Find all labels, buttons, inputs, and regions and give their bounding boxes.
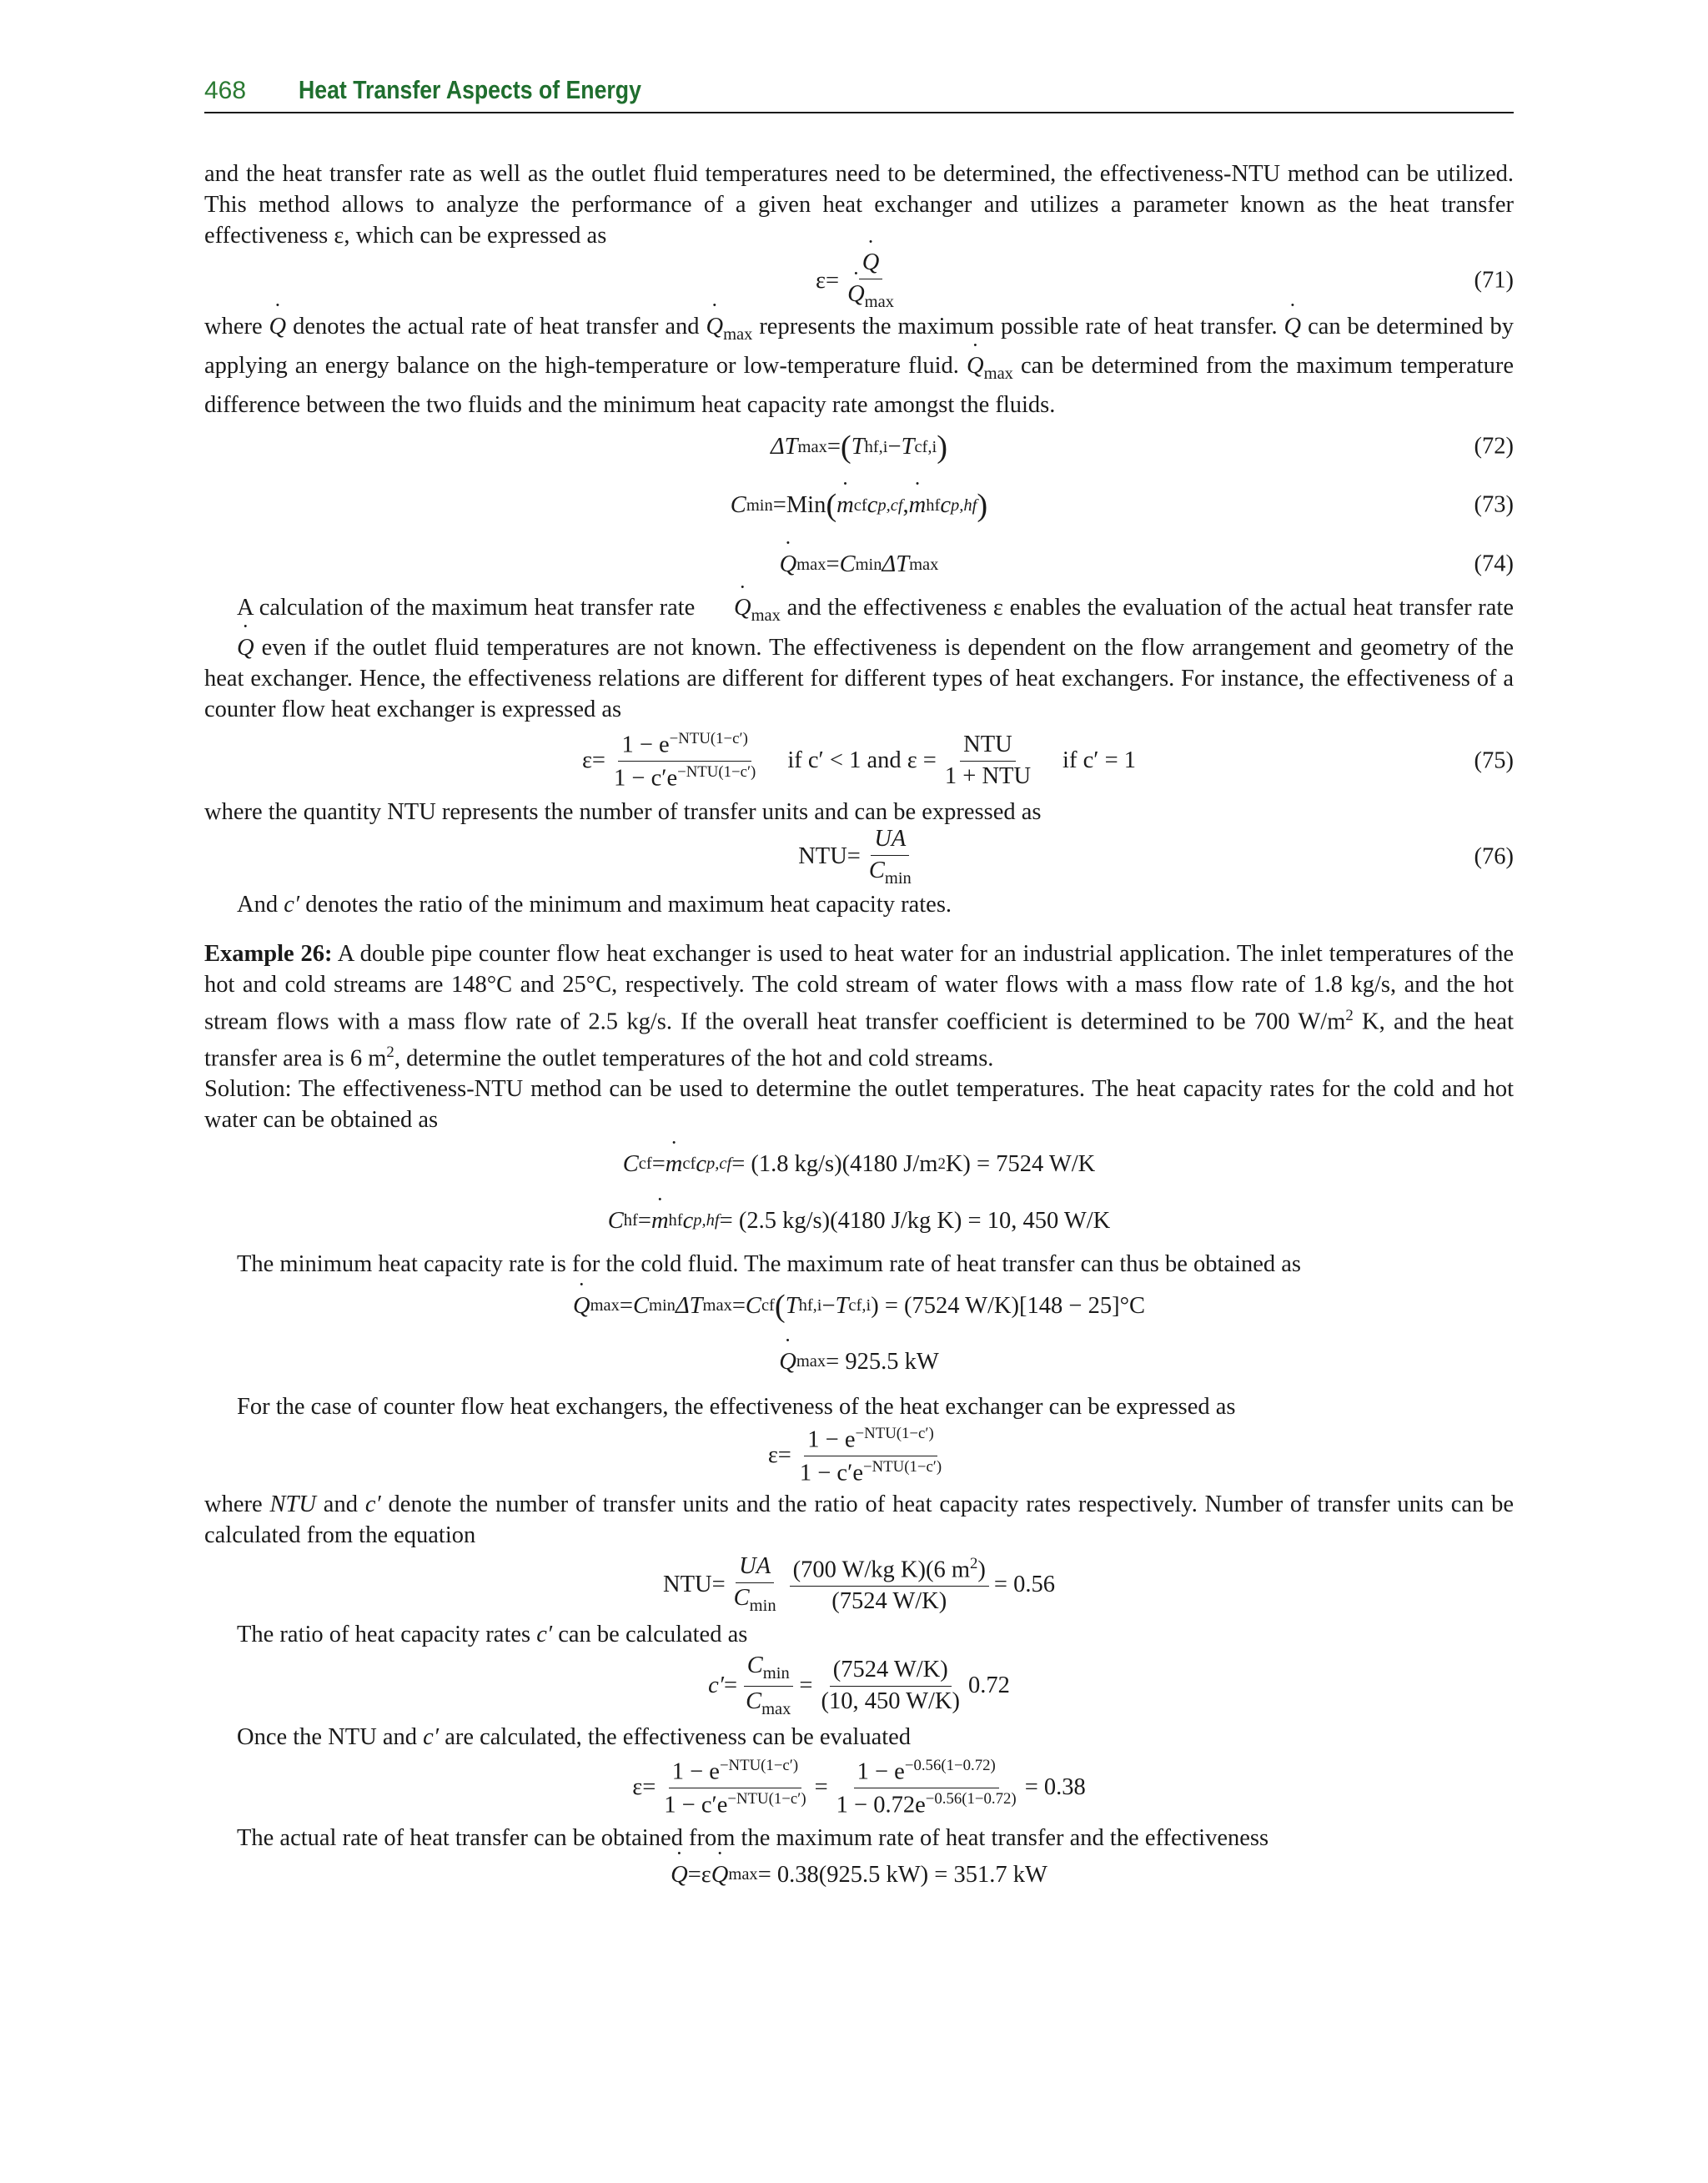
paragraph-ratio: The ratio of heat capacity rates c′ can be calculated as bbox=[237, 1622, 748, 1648]
running-title: Heat Transfer Aspects of Energy bbox=[299, 75, 641, 104]
equation-number: (75) bbox=[1474, 747, 1514, 774]
equation-number: (72) bbox=[1474, 433, 1514, 460]
paragraph-once-calculated: Once the NTU and c′ are calculated, the effectiveness can be evaluated bbox=[237, 1724, 912, 1751]
equation-effectiveness-calculation: ε = $\frac{1 - e^{-NTU(1-c')}}{1 - c'e^{-NTU(1-c')}}$ = $\frac{1 - e^{-0.56(1-0.72)}}{1 - 0.72e^{-0.56(1-0.72)}}$ = 0.38 bbox=[632, 1756, 1086, 1818]
equation-72: ΔT max = ( T hf,i − T cf,i ) (72) bbox=[770, 430, 1514, 465]
paragraph-example-26: Example 26: A double pipe counter flow heat exchanger is used to heat water for an industrial application. The inlet temperatures of the hot and cold streams are 148°C and 25°C, respectively. The cold stream of water flows with a mass flow rate of 1.8 kg/s, and the hot stream flows with a mass flow rate of 2.5 kg/s. If the overall heat transfer coefficient is determined to be 700 $W/m^2$ K, and the heat transfer area is 6 $m^2$, determine the outlet temperatures of the hot and cold streams. bbox=[204, 940, 1514, 1072]
equation-c-hf: C hf = ˙ m hf c p,hf = (2.5 kg/s)(4180 J/kg K) = 10, 450 W/K bbox=[204, 1194, 1514, 1249]
equation-76: NTU = $\frac{UA}{C_{min}}$ (76) bbox=[798, 825, 1514, 888]
equation-75: ε = $\frac{1 - e^{-NTU(1-c')}}{1 - c'e^{-NTU(1-c')}}$ if c′ < 1 and ε = $\frac{\text{NTU}}{\text{1 + NTU}}$ if c′ = 1 (75) bbox=[581, 729, 1514, 792]
equation-final-heat-rate: ˙ Q = ε ˙ Q max = 0.38(925.5 kW) = 351.7 kW bbox=[204, 1854, 1514, 1897]
page-number: 468 bbox=[204, 77, 247, 104]
equation-effectiveness-counter-flow: ε = $\frac{1 - e^{-NTU(1-c')}}{1 - c'e^{-NTU(1-c')}}$ bbox=[767, 1424, 942, 1486]
equation-73: C min = Min ( ˙ m cf c p,cf , ˙ m hf c p,hf ) (73) bbox=[204, 474, 1514, 537]
page-body bbox=[204, 158, 1514, 1897]
paragraph-min-heat-capacity: The minimum heat capacity rate is for the cold fluid. The maximum rate of heat transfer can thus be obtained as bbox=[237, 1251, 1301, 1278]
equation-number: (73) bbox=[1474, 491, 1514, 518]
paragraph-counter-flow: For the case of counter flow heat exchangers, the effectiveness of the heat exchanger can be expressed as bbox=[237, 1394, 1236, 1421]
equation-number: (76) bbox=[1474, 843, 1514, 870]
paragraph-ntu-definition: where the quantity NTU represents the number of transfer units and can be expressed as bbox=[204, 798, 1042, 825]
paragraph-solution: Solution: The effectiveness-NTU method can be used to determine the outlet temperatures. The heat capacity rates for the cold and hot water can be obtained as bbox=[204, 1076, 1514, 1134]
paragraph-intro: and the heat transfer rate as well as the outlet fluid temperatures need to be determined, the effectiveness-NTU method can be utilized. This method allows to analyze the performance of a given heat exchanger and utilizes a parameter known as the heat transfer effectiveness ε, which can be expressed as bbox=[204, 161, 1514, 249]
equation-ntu-calculation: NTU = $\frac{UA}{C_{min}}$ $\frac{(700 W/kg K)(6 m^2)}{(7524 W/K)}$ = 0.56 bbox=[663, 1553, 1055, 1616]
equation-71: ε = ˙ Q ˙ $Q_{max}$ (71) bbox=[204, 254, 1514, 308]
paragraph-qdot-definition: where ˙ Q denotes the actual rate of heat transfer and ˙ $Q_{max}$ represents the maximum possible rate of heat transfer. ˙ Q can be determined by applying an energy balance on the high-temperature or low-temperature fluid. ˙ $Q_{max}$ can be determined from the maximum temperature difference between the two fluids and the minimum heat capacity rate amongst the fluids. bbox=[204, 311, 1514, 420]
paragraph-actual-rate: The actual rate of heat transfer can be obtained from the maximum rate of heat transfer and the effectiveness bbox=[237, 1825, 1269, 1852]
equation-number: (71) bbox=[1474, 267, 1514, 294]
equation-c-cf: C cf = ˙ m cf c p,cf = (1.8 kg/s)(4180 J/m 2 K) = 7524 W/K bbox=[204, 1135, 1514, 1194]
equation-c-prime-calculation: c′ = $\frac{C_{min}}{C_{max}}$ = $\frac{(7524 W/K)}{(10, 450 W/K)}$ 0.72 bbox=[708, 1652, 1010, 1718]
paragraph-ntu-and-c: where NTU and c′ denote the number of transfer units and the ratio of heat capacity rates respectively. Number of transfer units can be calculated from the equation bbox=[204, 1491, 1515, 1549]
equation-74: ˙ Q max = C min ΔT max (74) bbox=[204, 537, 1514, 592]
equation-q-max: ˙ Q max = C min ΔT max = C cf ( T hf,i − T cf,i ) = (7524 W/K)[148 − 25]°C bbox=[204, 1280, 1514, 1333]
equation-number: (74) bbox=[1474, 551, 1514, 577]
paragraph-max-heat-rate: A calculation of the maximum heat transfer rate ˙ $Q_{max}$ and the effectiveness ε enables the evaluation of the actual heat transfer rate ˙ Q even if the outlet fluid temperatures are not known. The effectiveness is dependent on the flow arrangement and geometry of the heat exchanger. Hence, the effectiveness relations are different for different types of heat exchangers. For instance, the effectiveness of a counter flow heat exchanger is expressed as bbox=[204, 592, 1514, 724]
equation-q-max-value: ˙ Q max = 925.5 kW bbox=[204, 1333, 1514, 1391]
paragraph-c-prime: And c′ denotes the ratio of the minimum and maximum heat capacity rates. bbox=[237, 891, 952, 918]
page-header bbox=[204, 73, 1514, 113]
